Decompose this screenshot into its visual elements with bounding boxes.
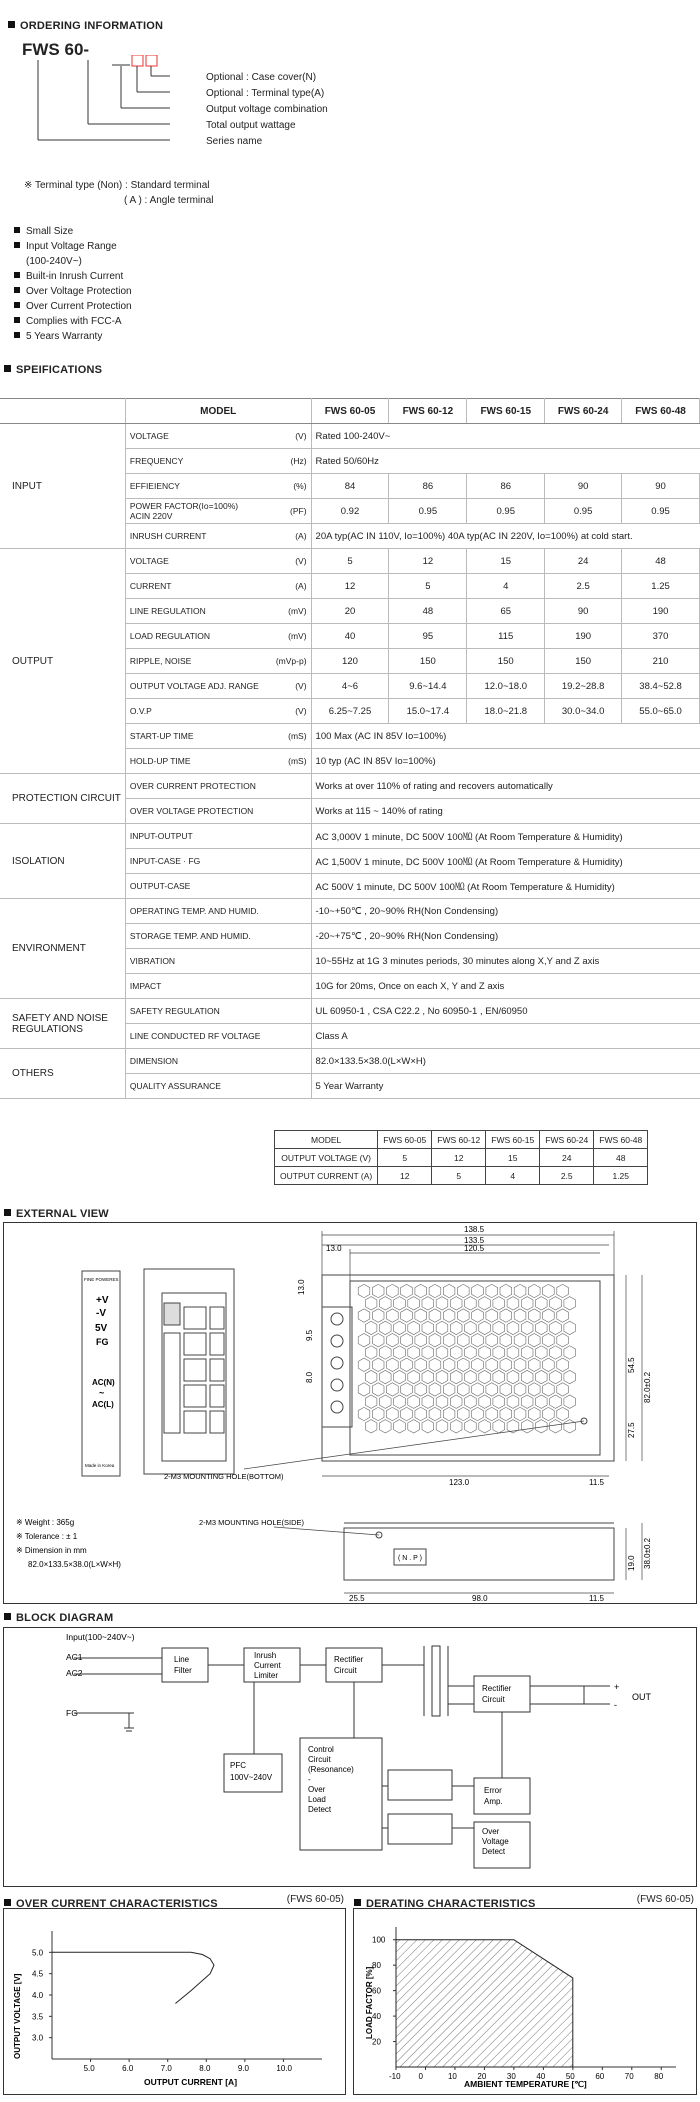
svg-text:Rectifier: Rectifier	[334, 1655, 364, 1664]
spec-value: 370	[622, 624, 700, 649]
spec-category: INPUT	[0, 424, 125, 549]
spec-label: OPERATING TEMP. AND HUMID.	[125, 899, 311, 924]
spec-label: DIMENSION	[125, 1049, 311, 1074]
spec-value: 0.95	[545, 499, 622, 524]
option-voltage: Output voltage combination	[206, 104, 328, 115]
dr-ylabel: LOAD FACTOR [%]	[365, 1966, 374, 2039]
mount-side-label: 2-M3 MOUNTING HOLE(SIDE)	[199, 1518, 305, 1527]
svg-text:38.0±0.2: 38.0±0.2	[643, 1537, 652, 1569]
svg-text:Detect: Detect	[482, 1847, 506, 1856]
external-view-drawing	[4, 1223, 694, 1601]
spec-unit: (V)	[263, 549, 311, 574]
svg-text:Circuit: Circuit	[334, 1666, 357, 1675]
svg-text:Inrush: Inrush	[254, 1651, 277, 1660]
spec-label: LINE CONDUCTED RF VOLTAGE	[125, 1024, 311, 1049]
option-wattage: Total output wattage	[206, 120, 296, 131]
spec-unit: (mS)	[263, 724, 311, 749]
svg-text:100V~240V: 100V~240V	[230, 1773, 273, 1782]
label-brand: FINE POWERES	[84, 1277, 119, 1282]
model-code: FWS 60-	[22, 40, 90, 59]
y-tick-label: 4.5	[32, 1969, 44, 1979]
x-tick-label: -10	[389, 2072, 401, 2081]
y-tick-label: 60	[372, 1986, 381, 1996]
spec-label: POWER FACTOR(Io=100%) ACIN 220V	[125, 499, 262, 524]
summary-header: MODEL FWS 60-05 FWS 60-12 FWS 60-15 FWS 60-24 FWS 60-48	[275, 1131, 648, 1149]
spec-label: RIPPLE, NOISE	[125, 649, 262, 674]
spec-category: OTHERS	[0, 1049, 125, 1099]
svg-text:Input(100~240V~): Input(100~240V~)	[66, 1632, 135, 1642]
spec-value: 115	[467, 624, 545, 649]
y-tick-label: 40	[372, 2012, 381, 2022]
option-case-cover: Optional : Case cover(N)	[206, 72, 317, 83]
spec-value: 19.2~28.8	[545, 674, 622, 699]
svg-text:AC(L): AC(L)	[92, 1400, 114, 1409]
spec-unit: (V)	[263, 699, 311, 724]
over-current-chart	[4, 1909, 344, 2093]
spec-label: LINE REGULATION	[125, 599, 262, 624]
spec-value: 5	[311, 549, 389, 574]
x-tick-label: 70	[624, 2072, 634, 2081]
x-tick-label: 8.0	[199, 2064, 211, 2073]
spec-label: IMPACT	[125, 974, 311, 999]
feature-item: (100-240V~)	[26, 256, 82, 267]
ordering-title: ORDERING INFORMATION	[8, 20, 163, 32]
spec-label: FREQUENCY	[125, 449, 262, 474]
spec-value: Works at 115 ~ 140% of rating	[311, 799, 699, 824]
spec-value: 190	[545, 624, 622, 649]
spec-unit: (mVp-p)	[263, 649, 311, 674]
svg-text:+: +	[614, 1682, 620, 1692]
spec-value: 18.0~21.8	[467, 699, 545, 724]
feature-item: Input Voltage Range	[14, 239, 132, 254]
feature-list	[14, 224, 132, 344]
spec-value: 0.95	[467, 499, 545, 524]
svg-text:Rectifier: Rectifier	[482, 1684, 512, 1693]
svg-text:OUT: OUT	[632, 1692, 651, 1702]
spec-value: 48	[389, 599, 467, 624]
x-tick-label: 60	[595, 2072, 605, 2081]
spec-label: LOAD REGULATION	[125, 624, 262, 649]
spec-label: EFFIEIENCY	[125, 474, 262, 499]
x-tick-label: 30	[506, 2072, 516, 2081]
spec-unit: (%)	[263, 474, 311, 499]
terminal-note-2: ( A ) : Angle terminal	[124, 195, 214, 206]
svg-text:AC1: AC1	[66, 1652, 83, 1662]
spec-value: 86	[389, 474, 467, 499]
option-terminal: Optional : Terminal type(A)	[206, 88, 325, 99]
spec-value: 0.95	[622, 499, 700, 524]
x-tick-label: 5.0	[83, 2064, 95, 2073]
spec-unit: (V)	[263, 424, 311, 449]
svg-text:-V: -V	[96, 1308, 106, 1319]
spec-value: 0.95	[389, 499, 467, 524]
x-tick-label: 10.0	[276, 2064, 293, 2073]
feature-item: Over Voltage Protection	[14, 284, 132, 299]
spec-unit: (V)	[263, 674, 311, 699]
note-dimension: ※ Dimension in mm	[16, 1546, 87, 1555]
svg-text:123.0: 123.0	[449, 1478, 470, 1487]
x-tick-label: 80	[654, 2072, 664, 2081]
spec-label: OVER VOLTAGE PROTECTION	[125, 799, 311, 824]
feature-item: Over Current Protection	[14, 299, 132, 314]
oc-ylabel: OUTPUT VOLTAGE [V]	[13, 1973, 22, 2059]
spec-label: OUTPUT VOLTAGE ADJ. RANGE	[125, 674, 262, 699]
option-series: Series name	[206, 136, 263, 147]
derating-chart-header: DERATING CHARACTERISTICS (FWS 60-05)	[354, 1894, 694, 1912]
spec-value: 6.25~7.25	[311, 699, 389, 724]
svg-text:5V: 5V	[95, 1323, 108, 1334]
spec-unit: (A)	[263, 574, 311, 599]
svg-text:~: ~	[99, 1388, 105, 1398]
svg-text:25.5: 25.5	[349, 1594, 365, 1601]
svg-text:11.5: 11.5	[589, 1478, 604, 1487]
spec-row	[0, 999, 700, 1024]
svg-text:Load: Load	[308, 1795, 326, 1804]
svg-text:13.0: 13.0	[326, 1244, 342, 1253]
svg-text:FG: FG	[96, 1337, 109, 1347]
svg-text:54.5: 54.5	[627, 1357, 636, 1373]
spec-value: 40	[311, 624, 389, 649]
feature-item: Built-in Inrush Current	[14, 269, 132, 284]
summary-table	[274, 1130, 648, 1185]
svg-text:Filter: Filter	[174, 1666, 192, 1675]
spec-value: -20~+75℃ , 20~90% RH(Non Condensing)	[311, 924, 699, 949]
spec-category: ISOLATION	[0, 824, 125, 899]
note-lwh: 82.0×133.5×38.0(L×W×H)	[28, 1560, 121, 1569]
spec-label: O.V.P	[125, 699, 262, 724]
spec-row	[0, 899, 700, 924]
svg-text:Detect: Detect	[308, 1805, 332, 1814]
svg-text:-: -	[308, 1775, 311, 1784]
spec-label: HOLD-UP TIME	[125, 749, 262, 774]
spec-value: Rated 50/60Hz	[311, 449, 699, 474]
spec-category: ENVIRONMENT	[0, 899, 125, 999]
svg-text:19.0: 19.0	[627, 1555, 636, 1571]
spec-label: SAFETY REGULATION	[125, 999, 311, 1024]
svg-text:PFC: PFC	[230, 1761, 246, 1770]
y-tick-label: 3.0	[32, 2033, 44, 2043]
svg-text:AC2: AC2	[66, 1668, 83, 1678]
note-weight: ※ Weight : 365g	[16, 1518, 75, 1527]
spec-value: 20	[311, 599, 389, 624]
spec-value: 150	[389, 649, 467, 674]
x-tick-label: 0	[418, 2072, 423, 2081]
svg-text:82.0±0.2: 82.0±0.2	[643, 1371, 652, 1403]
spec-category: PROTECTION CIRCUIT	[0, 774, 125, 824]
oc-chart-header: OVER CURRENT CHARACTERISTICS (FWS 60-05)	[4, 1894, 344, 1912]
spec-value: 95	[389, 624, 467, 649]
spec-value: Works at over 110% of rating and recovers automatically	[311, 774, 699, 799]
spec-value: 12.0~18.0	[467, 674, 545, 699]
spec-row	[0, 424, 700, 449]
svg-text:8.0: 8.0	[305, 1371, 314, 1383]
spec-label: VOLTAGE	[125, 424, 262, 449]
spec-value: Class A	[311, 1024, 699, 1049]
y-tick-label: 5.0	[32, 1948, 44, 1958]
spec-value: 150	[545, 649, 622, 674]
x-tick-label: 10	[447, 2072, 457, 2081]
spec-unit: (mV)	[263, 624, 311, 649]
svg-text:133.5: 133.5	[464, 1236, 485, 1245]
external-title: EXTERNAL VIEW	[4, 1208, 109, 1220]
svg-text:Made in Korea: Made in Korea	[85, 1463, 115, 1468]
derating-chart	[354, 1909, 694, 2093]
svg-text:(Resonance): (Resonance)	[308, 1765, 354, 1774]
spec-label: INRUSH CURRENT	[125, 524, 262, 549]
spec-value: Rated 100-240V~	[311, 424, 699, 449]
block-title: BLOCK DIAGRAM	[4, 1612, 113, 1624]
spec-value: 24	[545, 549, 622, 574]
terminal-note-1: ※ Terminal type (Non) : Standard terminal	[24, 180, 210, 191]
svg-text:Over: Over	[482, 1827, 500, 1836]
x-tick-label: 7.0	[160, 2064, 172, 2073]
spec-value: 15.0~17.4	[389, 699, 467, 724]
spec-row	[0, 824, 700, 849]
spec-header-row: MODEL FWS 60-05 FWS 60-12 FWS 60-15 FWS 60-24 FWS 60-48	[0, 399, 700, 424]
spec-label: OUTPUT-CASE	[125, 874, 311, 899]
svg-text:11.5: 11.5	[589, 1594, 604, 1601]
spec-label: STORAGE TEMP. AND HUMID.	[125, 924, 311, 949]
spec-unit: (Hz)	[263, 449, 311, 474]
y-tick-label: 3.5	[32, 2012, 44, 2022]
feature-item: Complies with FCC-A	[14, 314, 132, 329]
spec-label: VIBRATION	[125, 949, 311, 974]
spec-unit: (PF)	[263, 499, 311, 524]
svg-text:Error: Error	[484, 1786, 502, 1795]
spec-value: UL 60950-1 , CSA C22.2 , No 60950-1 , EN/60950	[311, 999, 699, 1024]
svg-text:+V: +V	[96, 1295, 109, 1306]
spec-unit: (A)	[263, 524, 311, 549]
spec-value: 86	[467, 474, 545, 499]
spec-value: 5	[389, 574, 467, 599]
feature-item: Small Size	[14, 224, 132, 239]
spec-value: 10 typ (AC IN 85V Io=100%)	[311, 749, 699, 774]
spec-label: CURRENT	[125, 574, 262, 599]
spec-value: 90	[545, 599, 622, 624]
svg-text:9.5: 9.5	[305, 1329, 314, 1341]
svg-text:Voltage: Voltage	[482, 1837, 509, 1846]
spec-label: OVER CURRENT PROTECTION	[125, 774, 311, 799]
y-tick-label: 80	[372, 1961, 381, 1971]
svg-text:120.5: 120.5	[464, 1244, 485, 1253]
spec-value: 30.0~34.0	[545, 699, 622, 724]
spec-category: OUTPUT	[0, 549, 125, 774]
spec-value: 9.6~14.4	[389, 674, 467, 699]
spec-value: 38.4~52.8	[622, 674, 700, 699]
spec-value: 0.92	[311, 499, 389, 524]
y-tick-label: 100	[372, 1935, 386, 1945]
spec-value: 4~6	[311, 674, 389, 699]
spec-value: 5 Year Warranty	[311, 1074, 699, 1099]
svg-text:Current: Current	[254, 1661, 281, 1670]
spec-unit: (mV)	[263, 599, 311, 624]
spec-unit: (mS)	[263, 749, 311, 774]
note-tolerance: ※ Tolerance : ± 1	[16, 1532, 78, 1541]
spec-value: 84	[311, 474, 389, 499]
spec-value: AC 1,500V 1 minute, DC 500V 100㏁ (At Room Temperature & Humidity)	[311, 849, 699, 874]
spec-value: 55.0~65.0	[622, 699, 700, 724]
spec-value: 120	[311, 649, 389, 674]
block-diagram	[4, 1628, 694, 1884]
spec-value: 10~55Hz at 1G 3 minutes periods, 30 minutes along X,Y and Z axis	[311, 949, 699, 974]
y-tick-label: 4.0	[32, 1991, 44, 2000]
spec-value: 10G for 20ms, Once on each X, Y and Z axis	[311, 974, 699, 999]
summary-row-current: OUTPUT CURRENT (A) 12 5 4 2.5 1.25	[275, 1167, 648, 1185]
svg-text:13.0: 13.0	[297, 1279, 306, 1295]
svg-text:Line: Line	[174, 1655, 190, 1664]
svg-text:FG: FG	[66, 1708, 78, 1718]
spec-value: 190	[622, 599, 700, 624]
svg-text:Circuit: Circuit	[482, 1695, 505, 1704]
spec-category: SAFETY AND NOISE REGULATIONS	[0, 999, 125, 1049]
spec-value: AC 500V 1 minute, DC 500V 100㏁ (At Room Temperature & Humidity)	[311, 874, 699, 899]
series-line	[52, 1952, 214, 2003]
spec-table	[0, 398, 700, 1099]
spec-value: 1.25	[622, 574, 700, 599]
y-tick-label: 20	[372, 2037, 381, 2047]
spec-value: 65	[467, 599, 545, 624]
svg-text:Circuit: Circuit	[308, 1755, 331, 1764]
feature-item: 5 Years Warranty	[14, 329, 132, 344]
spec-value: 12	[389, 549, 467, 574]
ordering-options	[206, 70, 328, 150]
x-tick-label: 6.0	[122, 2064, 134, 2073]
ordering-leader-lines	[20, 55, 220, 165]
svg-text:98.0: 98.0	[472, 1594, 488, 1601]
x-tick-label: 20	[477, 2072, 487, 2081]
x-tick-label: 50	[565, 2072, 575, 2081]
x-tick-label: 40	[536, 2072, 546, 2081]
spec-value: 12	[311, 574, 389, 599]
spec-value: 150	[467, 649, 545, 674]
svg-text:138.5: 138.5	[464, 1225, 485, 1234]
svg-text:Control: Control	[308, 1745, 334, 1754]
spec-label: INPUT-OUTPUT	[125, 824, 311, 849]
svg-text:Over: Over	[308, 1785, 326, 1794]
spec-value: 90	[545, 474, 622, 499]
summary-row-voltage: OUTPUT VOLTAGE (V) 5 12 15 24 48	[275, 1149, 648, 1167]
svg-text:Limiter: Limiter	[254, 1671, 279, 1680]
spec-value: AC 3,000V 1 minute, DC 500V 100㏁ (At Room Temperature & Humidity)	[311, 824, 699, 849]
series-line	[396, 1940, 573, 2067]
svg-text:27.5: 27.5	[627, 1422, 636, 1438]
spec-label: START-UP TIME	[125, 724, 262, 749]
spec-value: 2.5	[545, 574, 622, 599]
spec-value: 100 Max (AC IN 85V Io=100%)	[311, 724, 699, 749]
svg-text:AC(N): AC(N)	[92, 1378, 115, 1387]
svg-text:Amp.: Amp.	[484, 1797, 503, 1806]
spec-value: 82.0×133.5×38.0(L×W×H)	[311, 1049, 699, 1074]
spec-label: VOLTAGE	[125, 549, 262, 574]
spec-row	[0, 549, 700, 574]
dr-xlabel: AMBIENT TEMPERATURE [℃]	[464, 2079, 587, 2089]
mount-bottom-label: 2-M3 MOUNTING HOLE(BOTTOM)	[164, 1472, 284, 1481]
spec-value: 210	[622, 649, 700, 674]
spec-value: 90	[622, 474, 700, 499]
spec-value: 15	[467, 549, 545, 574]
spec-row	[0, 1049, 700, 1074]
svg-text:-: -	[614, 1700, 617, 1710]
oc-xlabel: OUTPUT CURRENT [A]	[144, 2077, 238, 2087]
spec-value: 4	[467, 574, 545, 599]
spec-label: QUALITY ASSURANCE	[125, 1074, 311, 1099]
spec-value: 20A typ(AC IN 110V, Io=100%) 40A typ(AC IN 220V, Io=100%) at cold start.	[311, 524, 699, 549]
x-tick-label: 9.0	[237, 2064, 249, 2073]
spec-title: SPEIFICATIONS	[4, 364, 102, 376]
spec-label: INPUT-CASE · FG	[125, 849, 311, 874]
spec-value: -10~+50℃ , 20~90% RH(Non Condensing)	[311, 899, 699, 924]
spec-value: 48	[622, 549, 700, 574]
spec-row	[0, 774, 700, 799]
svg-text:( N . P ): ( N . P )	[398, 1555, 422, 1562]
